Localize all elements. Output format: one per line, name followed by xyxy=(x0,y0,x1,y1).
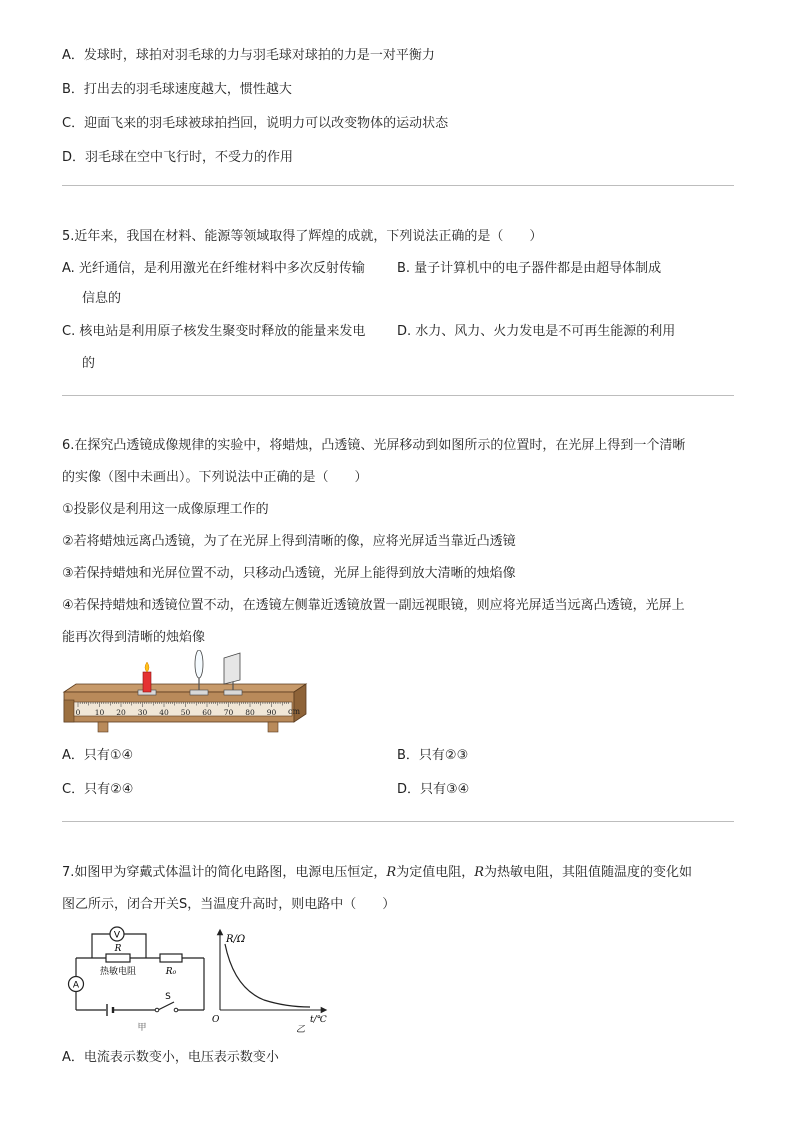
circuit-diagram xyxy=(62,922,212,1034)
ruler-tick-label: 30 xyxy=(137,708,148,717)
bench-top xyxy=(64,684,306,692)
q6-option-c: C．只有②④ xyxy=(62,782,134,797)
q6-stem: 6.在探究凸透镜成像规律的实验中，将蜡烛，凸透镜、光屏移动到如图所示的位置时，在光屏上得到一个清晰 xyxy=(62,438,686,453)
r-symbol: R xyxy=(474,865,485,880)
r-label: R xyxy=(114,944,122,954)
ruler-tick-label: 60 xyxy=(202,708,212,717)
bench-end-block xyxy=(64,700,74,722)
q6-stem-cont: 的实像（图中未画出）。下列说法中正确的是（ ） xyxy=(62,470,368,485)
q4-option-b: B．打出去的羽毛球速度越大，惯性越大 xyxy=(62,82,292,97)
fixed-resistor xyxy=(160,954,182,962)
q6-option-d: D．只有③④ xyxy=(397,782,470,797)
q5-option-c: C. 核电站是利用原子核发生聚变时释放的能量来发电 xyxy=(62,324,366,339)
q7-stem-part2: 为定值电阻， xyxy=(396,865,475,880)
q7-stem-part3: 为热敏电阻，其阻值随温度的变化如 xyxy=(484,865,693,880)
switch-contact xyxy=(174,1008,178,1012)
q7-stem xyxy=(62,865,692,881)
ruler-tick-label: 70 xyxy=(223,708,234,717)
ruler-tick-label: 50 xyxy=(180,708,191,717)
voltmeter-label: V xyxy=(113,930,121,941)
q7-stem-part1: 7.如图甲为穿戴式体温计的简化电路图，电源电压恒定， xyxy=(62,865,387,880)
q6-statement-4-cont: 能再次得到清晰的烛焰像 xyxy=(62,630,206,645)
q6-option-a: A．只有①④ xyxy=(62,748,134,763)
q6-statement-3: ③若保持蜡烛和光屏位置不动，只移动凸透镜，光屏上能得到放大清晰的烛焰像 xyxy=(62,566,516,581)
q5-stem: 5.近年来，我国在材料、能源等领域取得了辉煌的成就，下列说法正确的是（ ） xyxy=(62,229,543,244)
thermistor-label: 热敏电阻 xyxy=(99,967,137,977)
switch-label: S xyxy=(165,992,171,1002)
y-axis-label: R/Ω xyxy=(226,934,246,945)
q6-statement-1: ①投影仪是利用这一成像原理工作的 xyxy=(62,502,269,517)
switch-contact xyxy=(155,1008,159,1012)
q4-option-a: A．发球时，球拍对羽毛球的力与羽毛球对球拍的力是一对平衡力 xyxy=(62,48,435,63)
q5-option-d: D. 水力、风力、火力发电是不可再生能源的利用 xyxy=(397,324,676,339)
switch-blade xyxy=(158,1002,174,1010)
x-axis-label: t/℃ xyxy=(310,1015,327,1025)
candle-flame xyxy=(145,662,149,672)
ruler-tick-label: 40 xyxy=(159,708,169,717)
q4-option-c: C．迎面飞来的羽毛球被球拍挡回，说明力可以改变物体的运动状态 xyxy=(62,116,449,131)
ruler-tick-label: 90 xyxy=(266,708,277,717)
ruler-unit: cm xyxy=(288,707,301,716)
q7-option-a: A．电流表示数变小，电压表示数变小 xyxy=(62,1050,279,1065)
divider xyxy=(62,821,734,822)
q5-option-a-cont: 信息的 xyxy=(82,291,122,306)
origin-label: O xyxy=(212,1015,220,1025)
ruler-tick-label: 0 xyxy=(75,708,81,717)
bench-foot-left xyxy=(98,722,108,732)
figure-caption-jia: 甲 xyxy=(137,1023,147,1033)
q6-option-b: B．只有②③ xyxy=(397,748,469,763)
q7-stem-cont: 图乙所示，闭合开关S，当温度升高时，则电路中（ ） xyxy=(62,897,396,912)
optical-bench-figure xyxy=(62,650,310,742)
q5-option-b: B. 量子计算机中的电子器件都是由超导体制成 xyxy=(397,261,662,276)
figure-caption-yi: 乙 xyxy=(296,1025,306,1034)
ruler-tick-label: 10 xyxy=(94,708,105,717)
divider xyxy=(62,395,734,396)
r-t-curve xyxy=(225,944,310,1007)
r0-symbol: R xyxy=(386,865,397,880)
screen-holder xyxy=(224,690,242,695)
q6-statement-4: ④若保持蜡烛和透镜位置不动，在透镜左侧靠近透镜放置一副远视眼镜，则应将光屏适当远离凸透镜，光屏上 xyxy=(62,598,685,613)
convex-lens xyxy=(195,650,203,678)
q4-option-d: D．羽毛球在空中飞行时，不受力的作用 xyxy=(62,150,294,165)
candle xyxy=(143,672,151,692)
ruler-tick-label: 20 xyxy=(116,708,126,717)
divider xyxy=(62,185,734,186)
resistance-temperature-graph xyxy=(206,926,346,1034)
lens-holder xyxy=(190,690,208,695)
r0-label: R₀ xyxy=(165,967,177,977)
thermistor-resistor xyxy=(106,954,130,962)
q6-statement-2: ②若将蜡烛远离凸透镜，为了在光屏上得到清晰的像，应将光屏适当靠近凸透镜 xyxy=(62,534,516,549)
bench-foot-right xyxy=(268,722,278,732)
ammeter-label: A xyxy=(72,980,80,991)
q5-option-a: A. 光纤通信，是利用激光在纤维材料中多次反射传输 xyxy=(62,261,365,276)
ruler-tick-label: 80 xyxy=(245,708,255,717)
q5-option-c-cont: 的 xyxy=(82,356,96,371)
light-screen xyxy=(224,653,240,684)
